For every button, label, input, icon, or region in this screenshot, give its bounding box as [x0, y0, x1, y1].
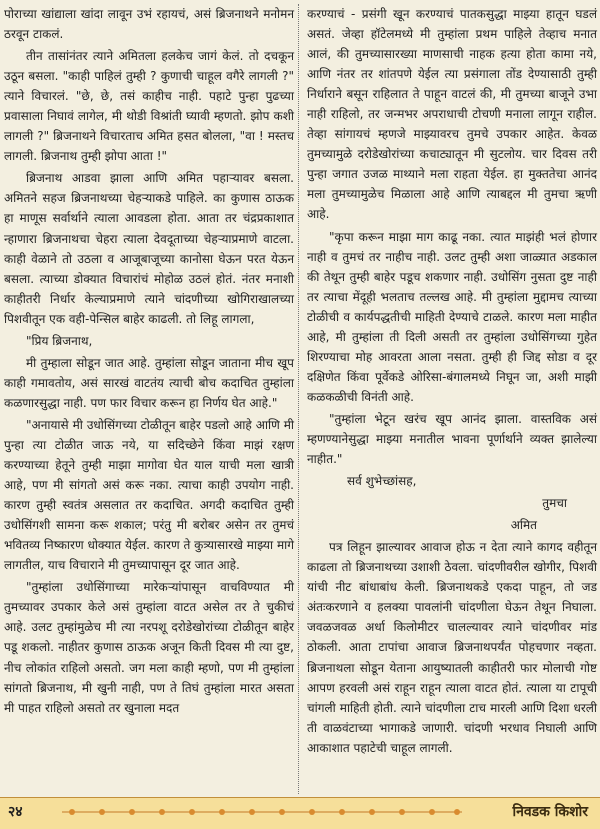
- paragraph: पोराच्या खांद्याला खांदा लावून उभं रहायचं, असं ब्रिजनाथने मनोमन ठरवून टाकलं.: [4, 7, 294, 42]
- magazine-name: निवडक किशोर: [512, 804, 588, 820]
- left-column: [4, 4, 294, 718]
- paragraph: "कृपा करून माझा माग काढू नका. त्यात माझंही भलं होणार नाही व तुमचं तर नाहीच नाही. उलट तुम्ही अशा जाळ्यात अडकाल की तेथून तुम्ही बाहेर पडूच शकणार नाही. उधोसिंग नुसता दुष्ट नाही तर त्याचा मेंदूही भलताच तल्लख आहे. मी तुम्हांला मुद्दामच त्याच्या टोळीची व कार्यपद्धतीची माहिती देण्याचे टाळले. कारण मला माहीत आहे, मी तुम्हांला ती दिली असती तर तुम्हांला उधोसिंगच्या गुहेत शिरण्याचा मोह आवरता आला नसता. तुम्ही ही जिद्द सोडा व दूर दक्षिणेत किंवा पूर्वेकडे ओरिसा-बंगालमध्ये निघून जा, अशी माझी कळकळीची विनंती आहे.: [307, 229, 597, 404]
- letter-signoff: तुमचा: [542, 496, 567, 511]
- paragraph: "तुम्हांला भेटून खरंच खूप आनंद झाला. वास्तविक असं म्हणण्यानेसुद्धा माझ्या मनातील भावना पूर्णार्थाने व्यक्त झालेल्या नाहीत.": [307, 411, 597, 467]
- letter-salutation: "प्रिय ब्रिजनाथ,: [26, 333, 93, 348]
- column-divider: [298, 4, 299, 794]
- letter-signature: अमित: [510, 518, 537, 533]
- paragraph: ब्रिजनाथ आडवा झाला आणि अमित पहाऱ्यावर बसला. अमितने सहज ब्रिजनाथच्या चेहऱ्याकडे पाहिले. का कुणास ठाऊक हा माणूस सर्वार्थाने त्याला आवडला होता. आता तर चंद्रप्रकाशात न्हाणारा ब्रिजनाथचा चेहरा त्याला देवदूताच्या चेहऱ्याप्रमाणे वाटला. काही वेळाने तो उठला व आजूबाजूच्या कानोसा घेऊन परत येऊन बसला. त्याच्या डोक्यात विचारांचं मोहोळ उठलं होतं. नंतर मनाशी काहीतरी निर्धार केल्याप्रमाणे त्याने चांदणीच्या खोगिराखालच्या पिशवीतून एक वही-पेन्सिल बाहेर काढली. तो लिहू लागला,: [4, 171, 294, 326]
- paragraph: मी तुम्हाला सोडून जात आहे. तुम्हांला सोडून जाताना मीच खूप काही गमावतोय, असं सारखं वाटतंय त्याची बोच कदाचित तुम्हांला कळणारसुद्धा नाही. पण फार विचार करून हा निर्णय घेत आहे.": [4, 355, 294, 410]
- page-number: २४: [8, 804, 23, 820]
- paragraph: तीन तासांनंतर त्याने अमितला हलकेच जागं केलं. तो दचकून उठून बसला. "काही पाहिलं तुम्ही ? कुणाची चाहूल वगैरे लागली ?" त्याने विचारलं. "छे, छे, तसं काहीच नाही. पहाटे पुन्हा पुढच्या प्रवासाला निघावं लागेल, मी थोडी विश्रांती घ्यावी म्हणतो. झोप कशी लागली ?" ब्रिजनाथने विचारताच अमित हसत बोलला, "वा ! मस्तच लागली. ब्रिजनाथ तुम्ही झोपा आता !": [4, 49, 294, 164]
- right-column: [307, 4, 597, 758]
- paragraph: "तुम्हांला उधोसिंगाच्या मारेकऱ्यांपासून वाचविण्यात मी तुमच्यावर उपकार केले असं तुम्हांला वाटत असेल तर ते चुकीचं आहे. उलट तुम्हांमुळेच मी त्या नरपशू दरोडेखोरांच्या टोळीतून बाहेर पडू शकलो. नाहीतर कुणास ठाऊक अजून किती दिवस मी त्या दुष्ट, नीच लोकांत राहिलो असतो. जग मला काही म्हणो, पण मी तुम्हांला सांगतो ब्रिजनाथ, मी खुनी नाही, पण ते तिघं तुम्हांला मारत असता मी पाहत राहिलो असतो तर खुनाला मदत: [4, 580, 294, 715]
- decorative-border-icon: [62, 806, 462, 818]
- paragraph: पत्र लिहून झाल्यावर आवाज होऊ न देता त्याने कागद वहीतून काढला तो ब्रिजनाथच्या उशाशी ठेवला. चांदणीवरील खोगीर, पिशवी यांची नीट बांधाबांध केली. ब्रिजनाथकडे एकदा पाहून, तो जड अंतःकरणाने व हलक्या पावलांनी चांदणीला घेऊन तेथून निघाला. जवळजवळ अर्धा किलोमीटर चालल्यावर त्याने चांदणीवर मांड ठोकली. आता टापांचा आवाज ब्रिजनाथपर्यंत पोहचणार नव्हता. ब्रिजनाथला सोडून येताना आयुष्यातली काहीतरी फार मोलाची गोष्ट आपण हरवली असं राहून राहून त्याला वाटत होतं. त्याला या टापूची चांगली माहिती होती. त्याने चांदणीला टाच मारली आणि दिशा धरली ती वाळवंटाच्या भागाकडे जाणारी. चांदणी भरधाव निघाली आणि आकाशात पहाटेची चाहूल लागली.: [307, 540, 597, 755]
- paragraph: "अनायासे मी उधोसिंगच्या टोळीतून बाहेर पडलो आहे आणि मी पुन्हा त्या टोळीत जाऊ नये, या सदिच्छेने किंवा माझं रक्षण करण्याच्या हेतूने तुम्ही माझा मागोवा घेत याल याची मला खात्री आहे, पण मी सांगतो असं करू नका. त्याचा काही उपयोग नाही. कारण तुम्ही स्वतंत्र असलात तर कदाचित. अगदी कदाचित तुम्ही उधोसिंगशी सामना करू शकाल; परंतु मी बरोबर असेन तर तुमचं भवितव्य निष्कारण धोक्यात येईल. कारण ते कुत्र्यासारखे माझ्या मागे लागतील, याच विचाराने मी तुमच्यापासून दूर जात आहे.: [4, 417, 294, 573]
- footer-rule: [0, 797, 600, 798]
- paragraph: करण्याचं - प्रसंगी खून करण्याचं पातकसुद्धा माझ्या हातून घडलं असतं. जेव्हा हॉटेलमध्ये मी तुम्हांला प्रथम पाहिले तेव्हाच मनात आलं, की तुमच्यासारख्या माणसाची नाहक हत्या होता कामा नये, आणि नंतर तर शांतपणे येईल त्या प्रसंगाला तोंड देण्यासाठी तुम्ही निर्धाराने बसून राहिलात ते पाहून वाटलं की, मी तुमच्या बाजूने उभा नाही राहिलो, तर जन्मभर अपराधाची टोचणी मनाला लागून राहील. तेव्हा सांगायचं म्हणजे माझ्यावरच तुमचे उपकार आहेत. केवळ तुमच्यामुळे दरोडेखोरांच्या कचाट्यातून मी सुटलोय. चार दिवस तरी पुन्हा जगात उजळ माथ्याने मला राहता येईल. हा मुक्ततेचा आनंद मला तुमच्यामुळेच मिळाला आहे आणि त्याबद्दल मी तुमचा ऋणी आहे.: [307, 7, 597, 222]
- letter-closing: सर्व शुभेच्छांसह,: [347, 474, 417, 489]
- page-footer: [0, 797, 600, 829]
